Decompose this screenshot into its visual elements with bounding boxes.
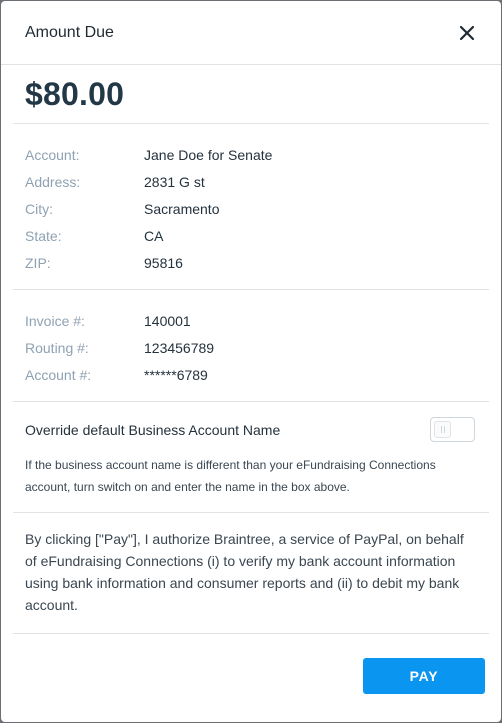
- close-button[interactable]: [455, 21, 479, 45]
- info-label: City:: [25, 200, 53, 217]
- info-row-address: [25, 168, 477, 195]
- info-value: ******6789: [144, 366, 208, 383]
- info-value: Sacramento: [144, 200, 220, 217]
- dialog-title: Amount Due: [25, 23, 114, 41]
- info-value: 123456789: [144, 339, 215, 356]
- info-row-account: [25, 141, 477, 168]
- info-label: Routing #:: [25, 339, 89, 356]
- override-section: [13, 402, 489, 513]
- consent-text: By clicking ["Pay"], I authorize Braintree, a service of PayPal, on behalf of eFundraising Connections (i) to verify my bank account information using bank information and consumer reports and (ii) to debit my bank account.: [13, 513, 489, 634]
- amount-section: [13, 65, 489, 124]
- account-info-section: [13, 124, 489, 290]
- info-value: Jane Doe for Senate: [144, 146, 273, 163]
- info-label: Address:: [25, 173, 81, 190]
- info-value: 2831 G st: [144, 173, 205, 190]
- dialog-footer: [1, 629, 501, 722]
- info-value: 95816: [144, 254, 183, 271]
- toggle-knob: [434, 421, 451, 438]
- override-label: Override default Business Account Name: [25, 421, 281, 438]
- info-row-invoice: [25, 307, 477, 334]
- info-row-zip: [25, 249, 477, 276]
- info-row-state: [25, 222, 477, 249]
- amount-due-value: $80.00: [25, 75, 125, 112]
- info-row-routing: [25, 334, 477, 361]
- info-row-account-number: [25, 361, 477, 388]
- info-label: Invoice #:: [25, 312, 85, 329]
- amount-due-dialog: [1, 1, 501, 722]
- info-value: CA: [144, 227, 164, 244]
- bank-info-section: [13, 290, 489, 402]
- override-row: [25, 417, 477, 442]
- dialog-header: [1, 1, 501, 65]
- info-label: Account:: [25, 146, 80, 163]
- info-row-city: [25, 195, 477, 222]
- info-label: ZIP:: [25, 254, 51, 271]
- pay-button[interactable]: PAY: [363, 658, 485, 694]
- override-toggle[interactable]: [430, 417, 475, 442]
- info-label: Account #:: [25, 366, 92, 383]
- info-value: 140001: [144, 312, 191, 329]
- close-icon: [459, 25, 475, 41]
- override-help-text: If the business account name is different than your eFundraising Connections account, turn switch on and enter the name in the box above.: [25, 458, 436, 494]
- info-label: State:: [25, 227, 62, 244]
